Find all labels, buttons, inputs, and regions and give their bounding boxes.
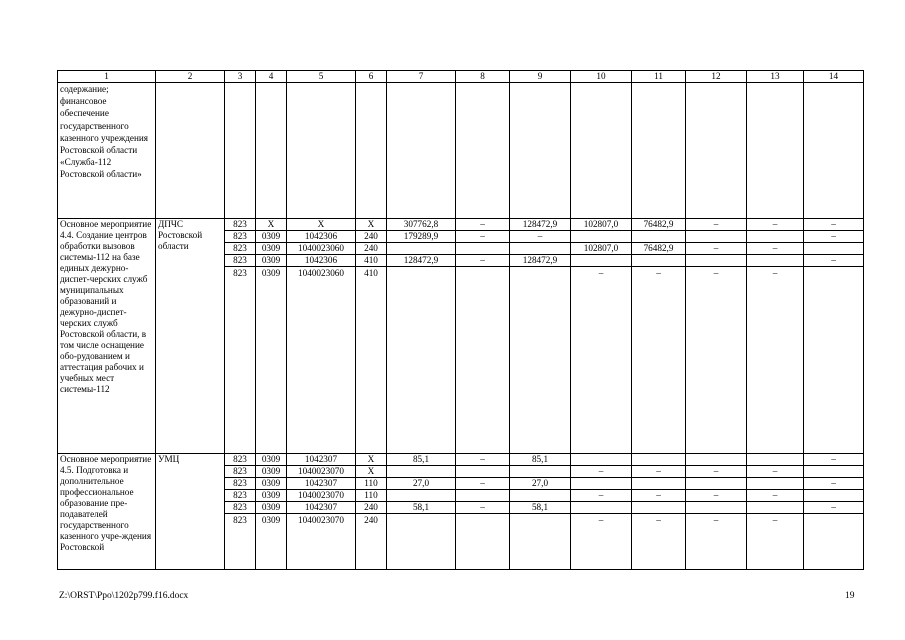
- table-cell-col-9: 128472,9: [510, 219, 571, 231]
- table-cell-col-6: Х: [356, 466, 387, 478]
- table-cell-col-4: 0309: [256, 466, 287, 478]
- table-cell-col-3: 823: [225, 514, 256, 570]
- table-cell-col-14: –: [804, 454, 864, 466]
- table-cell-col-4: 0309: [256, 243, 287, 255]
- table-cell-col-14: –: [804, 502, 864, 514]
- table-cell-col-3: 823: [225, 454, 256, 466]
- table-cell-col-7: [387, 466, 456, 478]
- table-cell-col-7: 27,0: [387, 478, 456, 490]
- column-header-10: 10: [571, 71, 632, 83]
- table-cell-col-9: [510, 490, 571, 502]
- column-header-7: 7: [387, 71, 456, 83]
- table-cell-col-9: [510, 466, 571, 478]
- table-cell-col-3: [225, 83, 256, 219]
- row-executor: УМЦ: [156, 454, 225, 570]
- table-cell-col-7: [387, 514, 456, 570]
- table-cell-col-7: [387, 267, 456, 454]
- table-cell-col-12: [686, 255, 747, 267]
- table-cell-col-13: [747, 478, 804, 490]
- table-cell-col-6: 110: [356, 478, 387, 490]
- row-description: Основное мероприятие 4.5. Подготовка и дополнительное профессиональное образование пре-подавателей государственного казенного учре-ждения Ростовской: [58, 454, 156, 570]
- table-cell-col-10: –: [571, 514, 632, 570]
- table-cell-col-4: 0309: [256, 490, 287, 502]
- table-cell-col-7: [387, 490, 456, 502]
- table-cell-col-10: 102807,0: [571, 219, 632, 231]
- table-cell-col-13: –: [747, 267, 804, 454]
- footer-file-path: Z:\ORST\Ppo\1202p799.f16.docx: [59, 591, 189, 601]
- table-cell-col-13: –: [747, 243, 804, 255]
- table-cell-col-7: 128472,9: [387, 255, 456, 267]
- table-cell-col-5: [287, 83, 356, 219]
- table-cell-col-11: [632, 502, 686, 514]
- table-cell-col-12: [686, 83, 747, 219]
- table-cell-col-8: –: [456, 255, 510, 267]
- table-cell-col-11: [632, 255, 686, 267]
- table-cell-col-14: –: [804, 219, 864, 231]
- table-cell-col-8: –: [456, 454, 510, 466]
- table-cell-col-13: [747, 454, 804, 466]
- column-header-5: 5: [287, 71, 356, 83]
- table-cell-col-10: [571, 83, 632, 219]
- table-cell-col-6: 410: [356, 267, 387, 454]
- table-cell-col-10: [571, 454, 632, 466]
- table-cell-col-12: –: [686, 219, 747, 231]
- table-cell-col-7: 307762,8: [387, 219, 456, 231]
- table-cell-col-3: 823: [225, 255, 256, 267]
- table-cell-col-9: –: [510, 231, 571, 243]
- table-cell-col-14: [804, 83, 864, 219]
- table-cell-col-11: [632, 454, 686, 466]
- table-cell-col-12: [686, 231, 747, 243]
- column-header-row: [58, 71, 864, 83]
- table-cell-col-5: 1042307: [287, 478, 356, 490]
- table-cell-col-5: 1040023070: [287, 514, 356, 570]
- table-cell-col-10: [571, 231, 632, 243]
- column-header-11: 11: [632, 71, 686, 83]
- table-cell-col-10: [571, 478, 632, 490]
- table-cell-col-9: 128472,9: [510, 255, 571, 267]
- table-cell-col-10: 102807,0: [571, 243, 632, 255]
- budget-table: [57, 70, 864, 570]
- table-cell-col-12: –: [686, 490, 747, 502]
- table-cell-col-14: [804, 267, 864, 454]
- table-cell-col-11: –: [632, 466, 686, 478]
- table-cell-col-10: [571, 502, 632, 514]
- table-cell-col-5: 1042306: [287, 231, 356, 243]
- table-cell-col-14: –: [804, 255, 864, 267]
- table-cell-col-5: Х: [287, 219, 356, 231]
- table-cell-col-13: –: [747, 219, 804, 231]
- table-cell-col-4: 0309: [256, 502, 287, 514]
- column-header-6: 6: [356, 71, 387, 83]
- table-cell-col-13: –: [747, 514, 804, 570]
- table-cell-col-3: 823: [225, 466, 256, 478]
- table-cell-col-8: –: [456, 478, 510, 490]
- table-cell-col-11: –: [632, 267, 686, 454]
- row-description: Основное мероприятие 4.4. Создание центров обработки вызовов системы-112 на базе единых дежурно-диспет-черских служб муниципальных образований и дежурно-диспет-черских служб Ростовской области, в том числе оснащение обо-рудованием и аттестация рабочих и учебных мест системы-112: [58, 219, 156, 454]
- table-cell-col-9: [510, 243, 571, 255]
- table-cell-col-6: 240: [356, 231, 387, 243]
- table-cell-col-4: 0309: [256, 478, 287, 490]
- column-header-13: 13: [747, 71, 804, 83]
- table-cell-col-12: [686, 502, 747, 514]
- table-cell-col-5: 1042307: [287, 454, 356, 466]
- table-cell-col-12: –: [686, 514, 747, 570]
- row-executor: ДПЧС Ростовской области: [156, 219, 225, 454]
- table-cell-col-7: [387, 243, 456, 255]
- table-cell-col-12: –: [686, 243, 747, 255]
- table-cell-col-12: [686, 454, 747, 466]
- table-cell-col-12: –: [686, 267, 747, 454]
- table-cell-col-8: [456, 490, 510, 502]
- table-cell-col-3: 823: [225, 267, 256, 454]
- table-cell-col-9: 85,1: [510, 454, 571, 466]
- table-cell-col-7: 179289,9: [387, 231, 456, 243]
- table-cell-col-5: 1040023060: [287, 267, 356, 454]
- table-cell-col-7: [387, 83, 456, 219]
- column-header-12: 12: [686, 71, 747, 83]
- table-cell-col-10: –: [571, 267, 632, 454]
- table-cell-col-8: [456, 267, 510, 454]
- table-cell-col-10: [571, 255, 632, 267]
- table-cell-col-10: –: [571, 490, 632, 502]
- table-cell-col-13: [747, 231, 804, 243]
- table-cell-col-13: –: [747, 466, 804, 478]
- table-cell-col-9: [510, 267, 571, 454]
- table-cell-col-11: 76482,9: [632, 219, 686, 231]
- table-cell-col-6: 240: [356, 514, 387, 570]
- table-cell-col-4: 0309: [256, 255, 287, 267]
- table-cell-col-11: 76482,9: [632, 243, 686, 255]
- table-cell-col-9: 27,0: [510, 478, 571, 490]
- table-cell-col-11: [632, 231, 686, 243]
- table-cell-col-3: 823: [225, 478, 256, 490]
- table-cell-col-4: 0309: [256, 514, 287, 570]
- table-row: [58, 219, 864, 231]
- table-cell-col-14: –: [804, 231, 864, 243]
- table-cell-col-14: –: [804, 478, 864, 490]
- table-cell-col-3: 823: [225, 490, 256, 502]
- table-cell-col-5: 1040023070: [287, 490, 356, 502]
- table-cell-col-8: –: [456, 231, 510, 243]
- table-cell-col-11: –: [632, 490, 686, 502]
- table-cell-col-5: 1040023070: [287, 466, 356, 478]
- table-cell-col-7: 85,1: [387, 454, 456, 466]
- table-cell-col-8: [456, 83, 510, 219]
- table-cell-col-8: –: [456, 502, 510, 514]
- table-cell-col-3: 823: [225, 243, 256, 255]
- table-cell-col-6: Х: [356, 454, 387, 466]
- column-header-3: 3: [225, 71, 256, 83]
- table-cell-col-6: 110: [356, 490, 387, 502]
- table-cell-col-9: [510, 514, 571, 570]
- table-cell-col-2: [156, 83, 225, 219]
- table-cell-col-9: 58,1: [510, 502, 571, 514]
- table-cell-col-13: [747, 502, 804, 514]
- table-cell-col-14: [804, 490, 864, 502]
- table-cell-col-14: [804, 243, 864, 255]
- table-cell-col-13: [747, 255, 804, 267]
- table-body: [58, 83, 864, 570]
- table-cell-col-13: [747, 83, 804, 219]
- table-cell-col-3: 823: [225, 231, 256, 243]
- table-cell-col-8: –: [456, 219, 510, 231]
- column-header-1: 1: [58, 71, 156, 83]
- table-cell-col-8: [456, 514, 510, 570]
- row-description: содержание; финансовое обеспечение государственного казенного учреждения Ростовской области «Служба-112 Ростовской области»: [58, 83, 156, 219]
- table-cell-col-4: 0309: [256, 231, 287, 243]
- table-cell-col-14: [804, 466, 864, 478]
- table-cell-col-11: [632, 478, 686, 490]
- footer-page-number: 19: [845, 591, 855, 601]
- table-row: [58, 83, 864, 219]
- table-cell-col-6: 240: [356, 502, 387, 514]
- table-cell-col-6: Х: [356, 219, 387, 231]
- table-cell-col-11: [632, 83, 686, 219]
- table-cell-col-4: 0309: [256, 454, 287, 466]
- table-cell-col-13: –: [747, 490, 804, 502]
- column-header-4: 4: [256, 71, 287, 83]
- column-header-14: 14: [804, 71, 864, 83]
- table-cell-col-5: 1042307: [287, 502, 356, 514]
- table-cell-col-11: –: [632, 514, 686, 570]
- table-cell-col-5: 1042306: [287, 255, 356, 267]
- table-cell-col-12: –: [686, 466, 747, 478]
- table-cell-col-3: 823: [225, 502, 256, 514]
- table-cell-col-5: 1040023060: [287, 243, 356, 255]
- table-cell-col-3: 823: [225, 219, 256, 231]
- table-cell-col-7: 58,1: [387, 502, 456, 514]
- column-header-2: 2: [156, 71, 225, 83]
- column-header-9: 9: [510, 71, 571, 83]
- table-cell-col-14: [804, 514, 864, 570]
- table-cell-col-12: [686, 478, 747, 490]
- table-cell-col-9: [510, 83, 571, 219]
- table-cell-col-8: [456, 466, 510, 478]
- table-cell-col-4: Х: [256, 219, 287, 231]
- table-cell-col-10: –: [571, 466, 632, 478]
- table-cell-col-6: 410: [356, 255, 387, 267]
- table-cell-col-6: [356, 83, 387, 219]
- table-cell-col-4: 0309: [256, 267, 287, 454]
- table-cell-col-6: 240: [356, 243, 387, 255]
- table-cell-col-8: [456, 243, 510, 255]
- column-header-8: 8: [456, 71, 510, 83]
- table-cell-col-4: [256, 83, 287, 219]
- table-row: [58, 454, 864, 466]
